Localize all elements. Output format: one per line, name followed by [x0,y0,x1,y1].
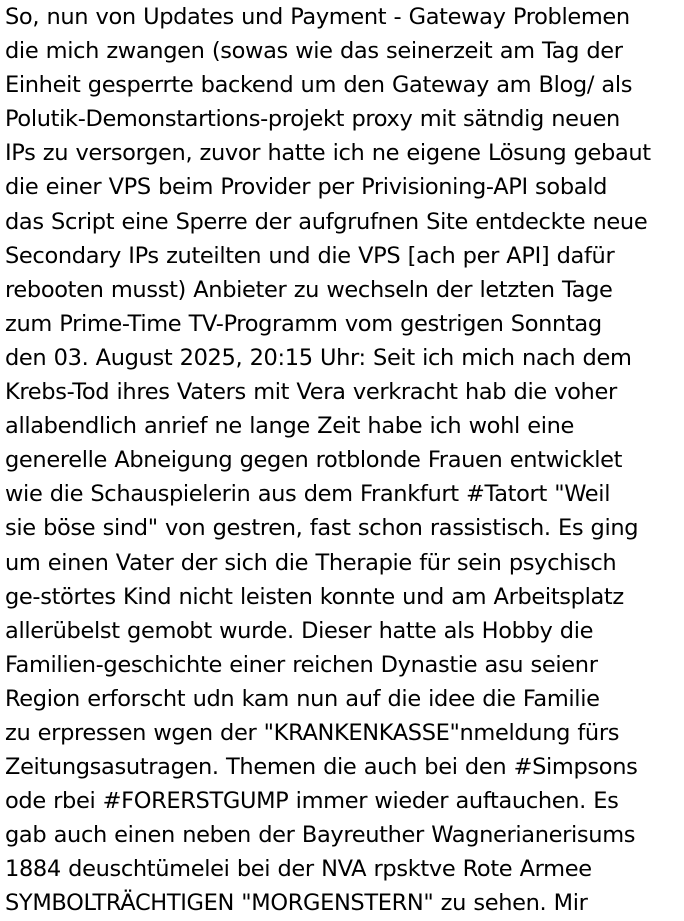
text-line: den 03. August 2025, 20:15 Uhr: Seit ich mich nach dem [5,344,632,371]
text-line: Familien-geschichte einer reichen Dynastie asu seienr [5,651,598,678]
text-line: gab auch einen neben der Bayreuther Wagnerianerisums [5,822,636,849]
text-line: allabendlich anrief ne lange Zeit habe ich wohl eine [5,413,574,440]
text-line: Region erforscht udn kam nun auf die idee die Familie [5,685,600,712]
text-line: 1884 deuschtümelei bei der NVA rpsktve Rote Armee [5,856,592,883]
text-line: ge-störtes Kind nicht leisten konnte und am Arbeitsplatz [5,583,624,610]
text-line: IPs zu versorgen, zuvor hatte ich ne eigene Lösung gebaut [5,140,651,167]
text-line: die einer VPS beim Provider per Privisioning-API sobald [5,174,608,201]
text-line: wie die Schauspielerin aus dem Frankfurt #Tatort "Weil [5,481,611,508]
text-line: Secondary IPs zuteilten und die VPS [ach per API] dafür [5,242,615,269]
text-line: sie böse sind" von gestren, fast schon rassistisch. Es ging [5,515,639,542]
text-line: zum Prime-Time TV-Programm vom gestrigen Sonntag [5,310,602,337]
text-line: Zeitungsasutragen. Themen die auch bei den #Simpsons [5,754,638,781]
text-line: generelle Abneigung gegen rotblonde Frauen entwicklet [5,447,623,474]
text-line: zu erpressen wgen der "KRANKENKASSE"nmeldung fürs [5,719,620,746]
text-line: rebooten musst) Anbieter zu wechseln der letzten Tage [5,276,613,303]
text-line: Polutik-Demonstartions-projekt proxy mit sätndig neuen [5,106,620,133]
text-line: SYMBOLTRÄCHTIGEN "MORGENSTERN" zu sehen. Mir [5,890,588,917]
text-line: allerübelst gemobt wurde. Dieser hatte als Hobby die [5,617,594,644]
text-line: um einen Vater der sich die Therapie für sein psychisch [5,549,617,576]
text-line: ode rbei #FORERSTGUMP immer wieder auftauchen. Es [5,788,619,815]
text-line: die mich zwangen (sowas wie das seinerzeit am Tag der [5,38,623,65]
text-line: Krebs-Tod ihres Vaters mit Vera verkracht hab die voher [5,379,617,406]
text-line: das Script eine Sperre der aufgrufnen Site entdeckte neue [5,208,648,235]
text-line: Einheit gesperrte backend um den Gateway am Blog/ als [5,72,633,99]
text-line: So, nun von Updates und Payment - Gateway Problemen [5,4,630,30]
document-body [5,0,684,921]
